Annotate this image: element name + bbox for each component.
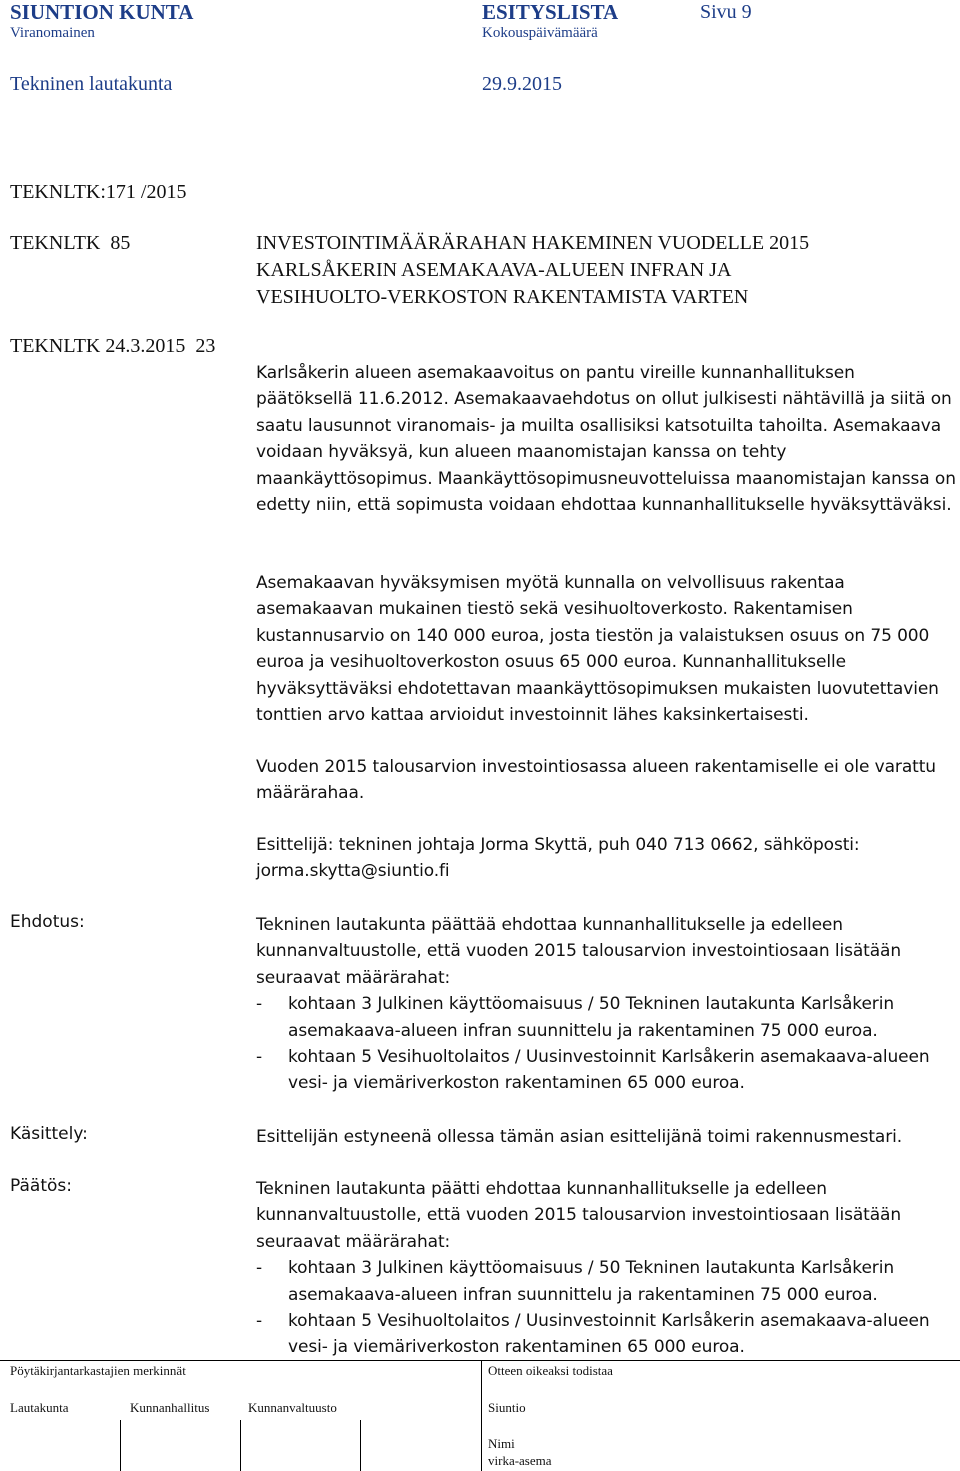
- org-sublabel: Viranomainen: [10, 25, 95, 41]
- footer-checkers-label: Pöytäkirjantarkastajien merkinnät: [10, 1363, 186, 1378]
- proposal-item-text: kohtaan 3 Julkinen käyttöomaisuus / 50 Tekninen lautakunta Karlsåkerin asemakaava-alueen infran suunnittelu ja rakentaminen 75 000 euroa.: [288, 994, 894, 1041]
- meeting-date: 29.9.2015: [482, 73, 562, 95]
- footer-cell-divider: [120, 1420, 121, 1471]
- proposal-intro: Tekninen lautakunta päättää ehdottaa kunnanhallitukselle ja edelleen kunnanvaltuustolle, että vuoden 2015 talousarvion investointiosaan lisätään seuraavat määrärahat:: [256, 915, 902, 988]
- decision-intro: Tekninen lautakunta päätti ehdottaa kunnanhallitukselle ja edelleen kunnanvaltuustolle, että vuoden 2015 talousarvion investointiosaan lisätään seuraavat määrärahat:: [256, 1179, 902, 1252]
- section-title-line: INVESTOINTIMÄÄRÄRAHAN HAKEMINEN VUODELLE 2015: [256, 232, 810, 254]
- footer-col-council: Kunnanvaltuusto: [248, 1400, 337, 1415]
- footer-cell-divider: [240, 1420, 241, 1471]
- page-number: Sivu 9: [700, 1, 752, 23]
- decision-item-text: kohtaan 5 Vesihuoltolaitos / Uusinvestoinnit Karlsåkerin asemakaava-alueen vesi- ja viemäriverkoston rakentaminen 65 000 euroa.: [288, 1311, 930, 1358]
- footer-vertical-divider: [481, 1360, 482, 1471]
- body-paragraph: Vuoden 2015 talousarvion investointiosassa alueen rakentamiselle ei ole varattu määrärahaa.: [256, 757, 936, 804]
- footer-col-board: Lautakunta: [10, 1400, 69, 1415]
- body-paragraph: Asemakaavan hyväksymisen myötä kunnalla on velvollisuus rakentaa asemakaavan mukainen tiestö sekä vesihuoltoverkosto. Rakentamisen kustannusarvio on 140 000 euroa, josta tiestön ja valaistuksen osuus on 75 000 euroa ja vesihuoltoverkoston osuus 65 000 euroa. Kunnanhallitukselle hyväksyttäväksi ehdotettavan maankäyttösopimuksen mukaisten luovutettavien tonttien arvo kattaa arvioidut investoinnit lähes kaksinkertaisesti.: [256, 573, 939, 726]
- doc-type-sublabel: Kokouspäivämäärä: [482, 25, 598, 41]
- footer-name-label: Nimi: [488, 1436, 515, 1451]
- footer-divider: [0, 1360, 960, 1361]
- section-title-line: KARLSÅKERIN ASEMAKAAVA-ALUEEN INFRAN JA: [256, 259, 732, 281]
- decision-label: Päätös:: [10, 1176, 72, 1196]
- previous-reference: TEKNLTK 24.3.2015 23: [10, 335, 216, 357]
- footer-title-label: virka-asema: [488, 1453, 552, 1468]
- section-number: TEKNLTK 85: [10, 232, 131, 254]
- decision-item: [256, 1308, 956, 1361]
- proposal-label: Ehdotus:: [10, 912, 85, 932]
- footer-certified-label: Otteen oikeaksi todistaa: [488, 1363, 613, 1378]
- list-dash: -: [256, 1258, 263, 1279]
- proposal-item: [256, 991, 956, 1044]
- presenter-email: jorma.skytta@siuntio.fi: [256, 861, 450, 882]
- footer-place: Siuntio: [488, 1400, 526, 1415]
- list-dash: -: [256, 1047, 263, 1068]
- body-paragraph: Karlsåkerin alueen asemakaavoitus on pantu vireille kunnanhallituksen päätöksellä 11.6.2012. Asemakaavaehdotus on ollut julkisesti nähtävillä ja siitä on saatu lausunnot viranomais- ja muilta osallisiksi katsotuilta tahoilta. Asemakaava voidaan hyväksyä, kun alueen maanomistajan kanssa on tehty maankäyttösopimus. Maankäyttösopimusneuvotteluissa maanomistajan kanssa on edetty niin, että sopimusta voidaan ehdottaa kunnanhallitukselle hyväksyttäväksi.: [256, 363, 956, 516]
- presenter-line: Esittelijä: tekninen johtaja Jorma Skyttä, puh 040 713 0662, sähköposti:: [256, 835, 860, 855]
- proposal-block: [256, 912, 956, 1097]
- decision-item: [256, 1255, 956, 1308]
- section-title: [256, 230, 809, 311]
- case-id: TEKNLTK:171 /2015: [10, 181, 187, 203]
- list-dash: -: [256, 994, 263, 1015]
- proposal-item-text: kohtaan 5 Vesihuoltolaitos / Uusinvestoinnit Karlsåkerin asemakaava-alueen vesi- ja viemäriverkoston rakentaminen 65 000 euroa.: [288, 1047, 930, 1094]
- handling-text: Esittelijän estyneenä ollessa tämän asian esittelijänä toimi rakennusmestari.: [256, 1127, 903, 1147]
- decision-item-text: kohtaan 3 Julkinen käyttöomaisuus / 50 Tekninen lautakunta Karlsåkerin asemakaava-alueen infran suunnittelu ja rakentaminen 75 000 euroa.: [288, 1258, 894, 1305]
- presenter-info: [256, 832, 956, 885]
- section-title-line: VESIHUOLTO-VERKOSTON RAKENTAMISTA VARTEN: [256, 286, 749, 308]
- handling-label: Käsittely:: [10, 1124, 88, 1144]
- footer-cell-divider: [360, 1420, 361, 1471]
- org-name: SIUNTION KUNTA: [10, 0, 194, 24]
- doc-type: ESITYSLISTA: [482, 0, 619, 24]
- list-dash: -: [256, 1311, 263, 1332]
- decision-block: [256, 1176, 956, 1361]
- authority-name: Tekninen lautakunta: [10, 73, 173, 95]
- proposal-item: [256, 1044, 956, 1097]
- footer-col-municipal-board: Kunnanhallitus: [130, 1400, 210, 1415]
